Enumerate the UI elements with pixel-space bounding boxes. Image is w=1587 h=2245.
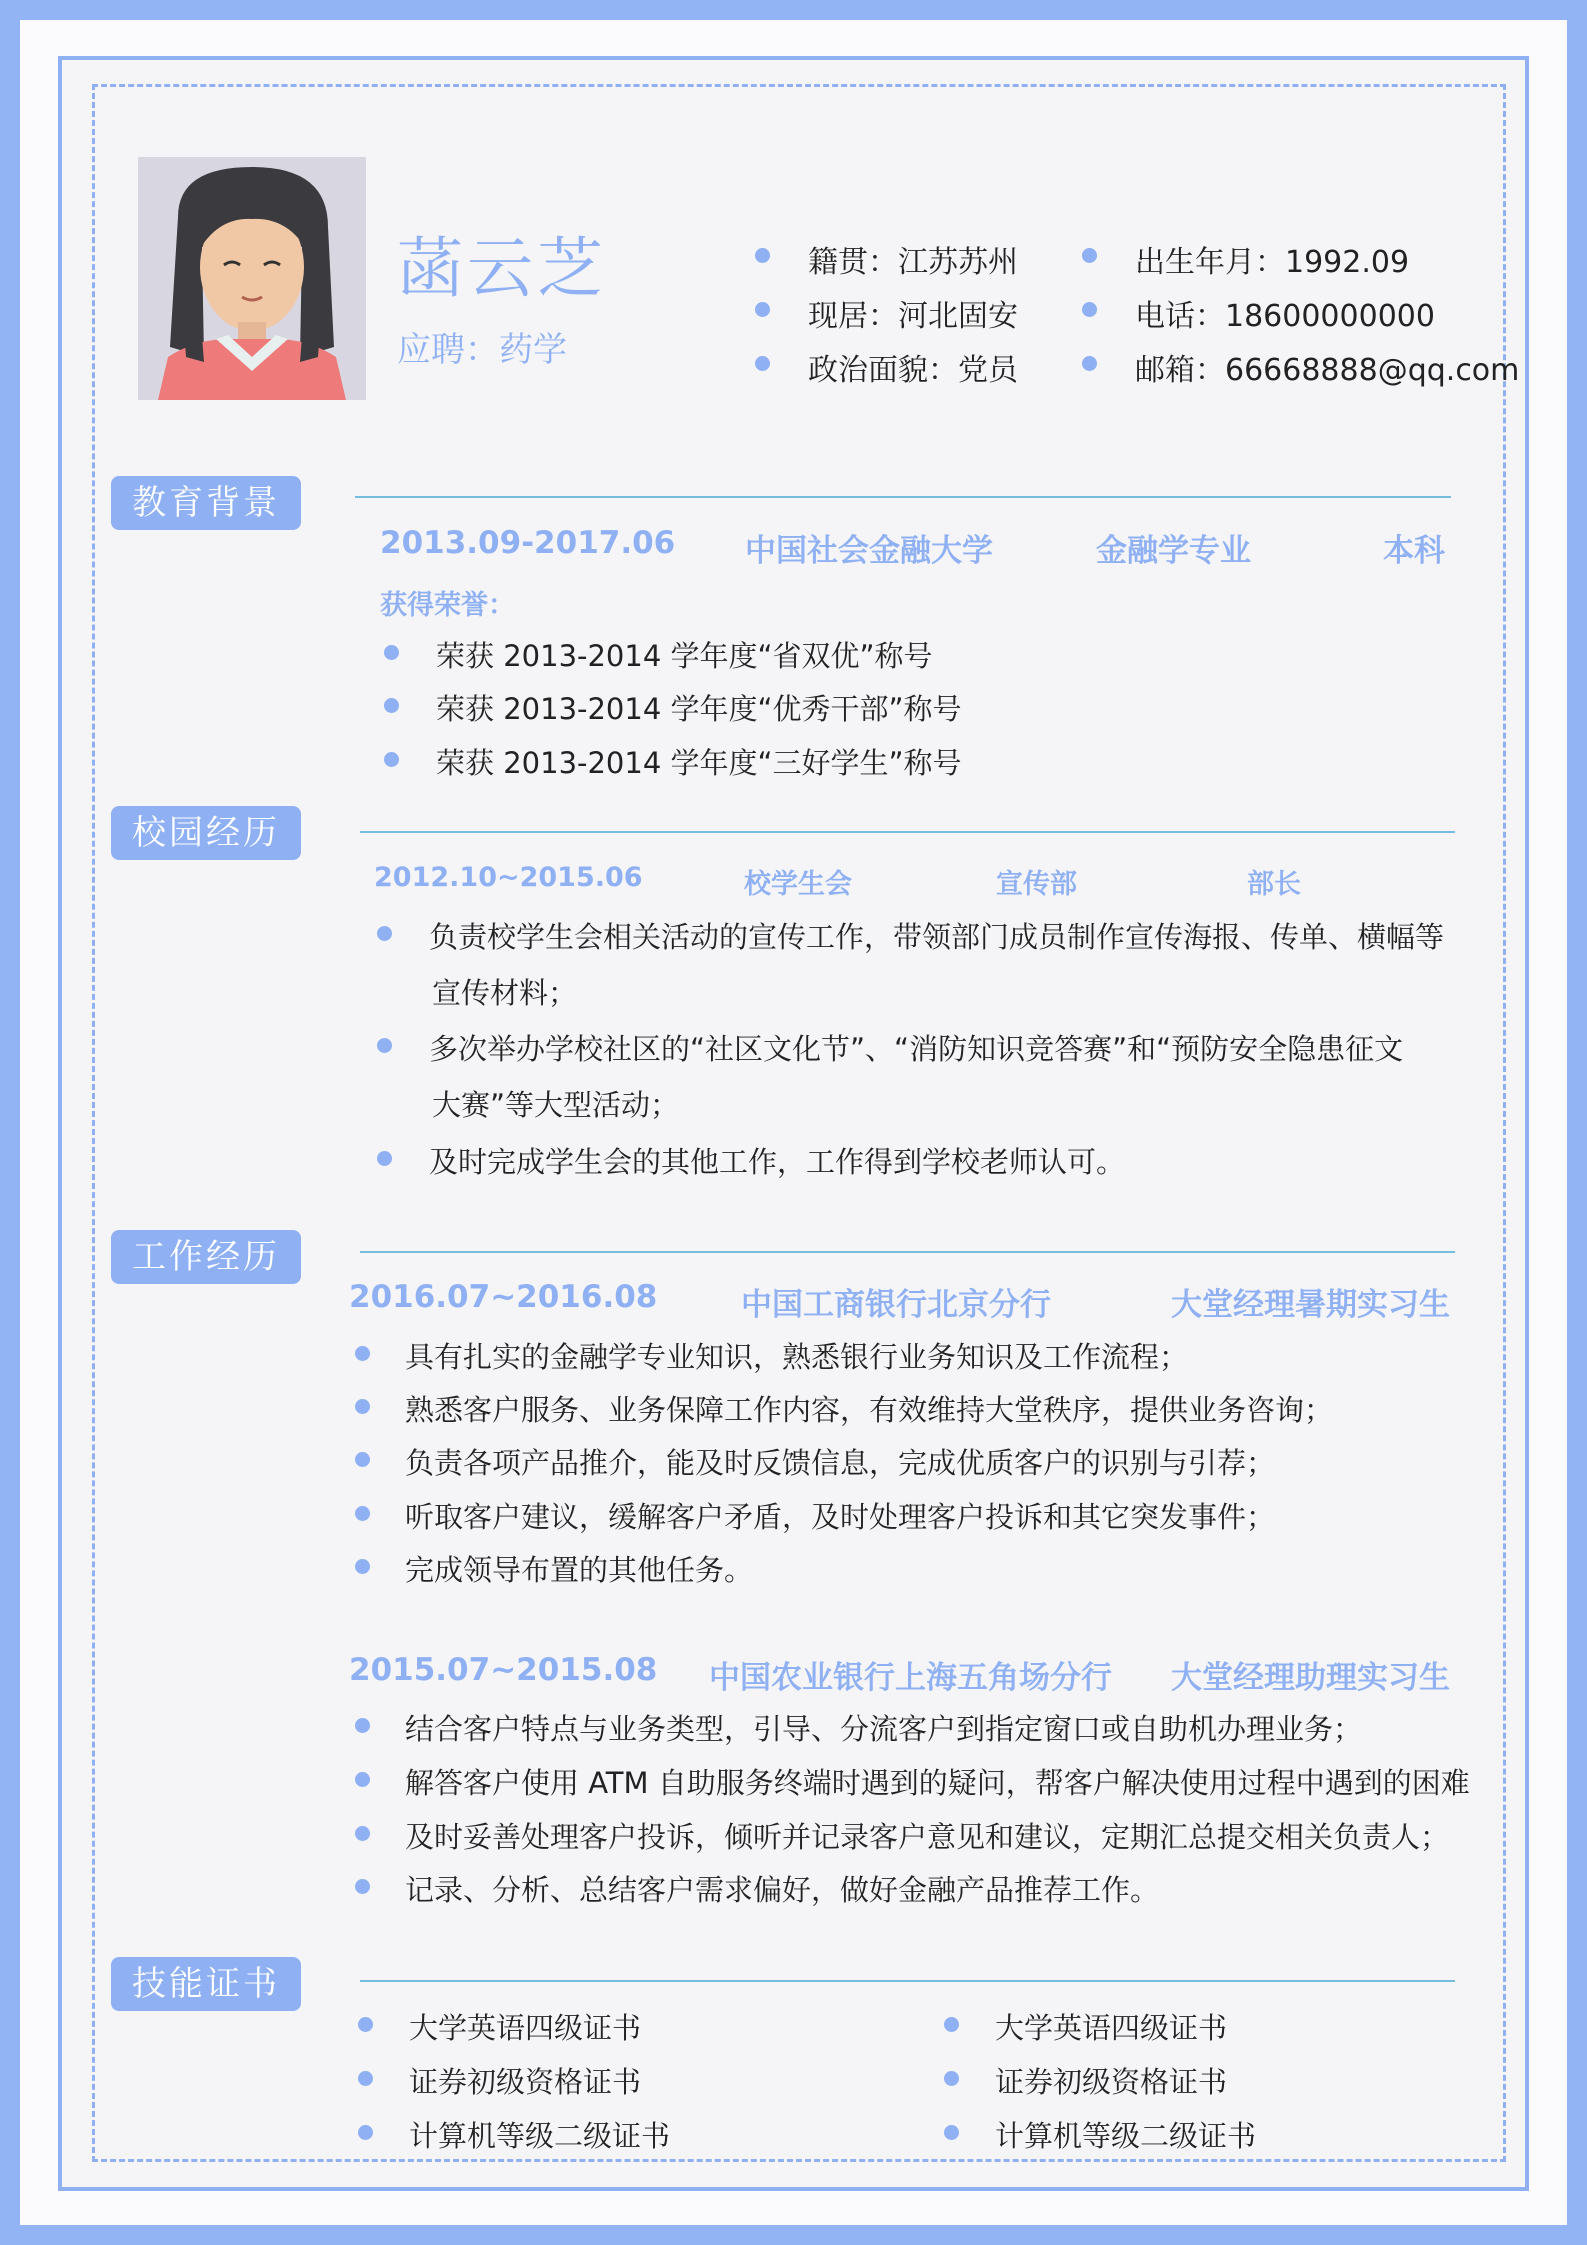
job-item: 听取客户建议，缓解客户矛盾，及时处理客户投诉和其它突发事件；: [405, 1500, 1276, 1534]
job-period: 2016.07~2016.08: [349, 1279, 658, 1315]
bullet-icon: [377, 1038, 392, 1053]
honor-item: 荣获 2013-2014 学年度“优秀干部”称号: [436, 692, 962, 726]
skill-item: 大学英语四级证书: [995, 2011, 1228, 2045]
job-item: 解答客户使用 ATM 自助服务终端时遇到的疑问，帮客户解决使用过程中遇到的困难: [405, 1766, 1470, 1800]
job-item: 结合客户特点与业务类型，引导、分流客户到指定窗口或自助机办理业务；: [405, 1712, 1363, 1746]
bullet-icon: [355, 1452, 370, 1467]
honors-label: 获得荣誉：: [380, 590, 515, 621]
info-residence: 现居：河北固安: [808, 299, 1018, 334]
bullet-icon: [1082, 248, 1097, 263]
bullet-icon: [355, 1718, 370, 1733]
campus-dept: 宣传部: [996, 869, 1077, 900]
bullet-icon: [384, 752, 399, 767]
honor-item: 荣获 2013-2014 学年度“三好学生”称号: [436, 746, 962, 780]
skill-item: 证券初级资格证书: [995, 2065, 1228, 2099]
bullet-icon: [355, 1506, 370, 1521]
bullet-icon: [355, 1826, 370, 1841]
campus-period: 2012.10~2015.06: [374, 862, 643, 893]
info-email: 邮箱：66668888@qq.com: [1135, 353, 1520, 388]
candidate-name: 菡云芝: [397, 230, 607, 307]
bullet-icon: [384, 698, 399, 713]
bullet-icon: [358, 2125, 373, 2140]
job-item: 及时妥善处理客户投诉，倾听并记录客户意见和建议，定期汇总提交相关负责人；: [405, 1820, 1450, 1854]
bullet-icon: [355, 1559, 370, 1574]
job-position: 大堂经理暑期实习生: [1171, 1287, 1450, 1323]
bullet-icon: [377, 1151, 392, 1166]
bullet-icon: [944, 2071, 959, 2086]
section-tag-work: 工作经历: [111, 1230, 301, 1284]
skill-item: 证券初级资格证书: [409, 2065, 642, 2099]
campus-item: 及时完成学生会的其他工作，工作得到学校老师认可。: [429, 1145, 1126, 1179]
section-rule: [360, 831, 1455, 833]
bullet-icon: [944, 2125, 959, 2140]
bullet-icon: [355, 1772, 370, 1787]
campus-item-cont: 宣传材料；: [432, 976, 578, 1010]
info-birth: 出生年月：1992.09: [1135, 245, 1410, 280]
bullet-icon: [355, 1879, 370, 1894]
section-rule: [360, 1251, 1455, 1253]
info-hometown: 籍贯：江苏苏州: [808, 245, 1018, 280]
campus-item: 多次举办学校社区的“社区文化节”、“消防知识竞答赛”和“预防安全隐患征文: [429, 1032, 1404, 1066]
campus-item-cont: 大赛”等大型活动；: [432, 1088, 680, 1122]
skill-item: 计算机等级二级证书: [409, 2119, 671, 2153]
job-item: 负责各项产品推介，能及时反馈信息，完成优质客户的识别与引荐；: [405, 1446, 1276, 1480]
job-item: 熟悉客户服务、业务保障工作内容，有效维持大堂秩序，提供业务咨询；: [405, 1393, 1334, 1427]
education-degree: 本科: [1383, 533, 1445, 569]
avatar-illustration: [138, 157, 366, 400]
education-school: 中国社会金融大学: [745, 533, 993, 569]
bullet-icon: [1082, 356, 1097, 371]
avatar: [138, 157, 366, 400]
campus-item: 负责校学生会相关活动的宣传工作，带领部门成员制作宣传海报、传单、横幅等: [429, 920, 1445, 954]
info-phone: 电话：18600000000: [1135, 299, 1435, 334]
education-period: 2013.09-2017.06: [380, 525, 676, 561]
bullet-icon: [755, 356, 770, 371]
job-company: 中国农业银行上海五角场分行: [709, 1660, 1112, 1696]
bullet-icon: [755, 302, 770, 317]
applied-position: 应聘：药学: [397, 330, 567, 370]
campus-role: 部长: [1247, 869, 1301, 900]
bullet-icon: [355, 1399, 370, 1414]
section-rule: [360, 1980, 1455, 1982]
section-rule: [355, 496, 1451, 498]
honor-item: 荣获 2013-2014 学年度“省双优”称号: [436, 639, 933, 673]
bullet-icon: [1082, 302, 1097, 317]
job-item: 完成领导布置的其他任务。: [405, 1553, 754, 1587]
campus-org: 校学生会: [744, 869, 852, 900]
education-major: 金融学专业: [1096, 533, 1251, 569]
section-tag-campus: 校园经历: [111, 806, 301, 860]
job-item: 具有扎实的金融学专业知识，熟悉银行业务知识及工作流程；: [405, 1340, 1189, 1374]
bullet-icon: [377, 926, 392, 941]
bullet-icon: [384, 645, 399, 660]
section-tag-skills: 技能证书: [111, 1957, 301, 2011]
bullet-icon: [355, 1346, 370, 1361]
info-political: 政治面貌：党员: [808, 353, 1018, 388]
job-period: 2015.07~2015.08: [349, 1652, 658, 1688]
bullet-icon: [755, 248, 770, 263]
bullet-icon: [358, 2017, 373, 2032]
section-tag-education: 教育背景: [111, 476, 301, 530]
skill-item: 大学英语四级证书: [409, 2011, 642, 2045]
job-item: 记录、分析、总结客户需求偏好，做好金融产品推荐工作。: [405, 1873, 1160, 1907]
bullet-icon: [358, 2071, 373, 2086]
job-position: 大堂经理助理实习生: [1171, 1660, 1450, 1696]
skill-item: 计算机等级二级证书: [995, 2119, 1257, 2153]
job-company: 中国工商银行北京分行: [741, 1287, 1051, 1323]
bullet-icon: [944, 2017, 959, 2032]
